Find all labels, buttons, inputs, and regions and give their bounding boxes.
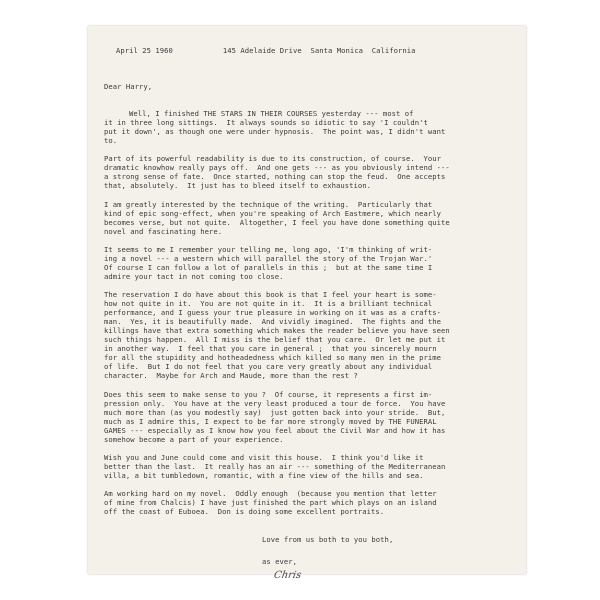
paragraph-line: performance, and I guess your true pleasure in working on it was as a crafts- — [104, 308, 442, 318]
paragraph-line: how not quite in it. You are not quite in it. It is a brilliant technical — [104, 299, 433, 309]
paragraph-line: Wish you and June could come and visit this house. I think you'd like it — [104, 452, 424, 462]
paragraph-2 — [104, 154, 450, 190]
paragraph-7 — [104, 453, 450, 480]
paragraph-line: much more than (as you modestly say) just gotten back into your stride. But, — [104, 407, 446, 417]
paragraph-line: Part of its powerful readability is due to its construction, of course. Your — [104, 154, 442, 164]
paragraph-line: that, absolutely. It just has to bleed itself to exhaustion. — [104, 181, 372, 191]
paragraph-line: put it down', as though one were under hypnosis. The point was, I didn't want — [104, 127, 446, 137]
paragraph-line: Am working hard on my novel. Oddly enough (because you mention that letter — [104, 489, 437, 499]
paragraph-line: novel and fascinating here. — [104, 226, 223, 236]
handwritten-signature: Chris — [273, 570, 303, 581]
paragraph-line: a strong sense of fate. Once started, nothing can stop the feud. One accepts — [104, 172, 446, 182]
paragraph-line: pression only. You have at the very least produced a tour de force. You have — [104, 398, 446, 408]
paragraph-line: becomes verse, but not quite. Altogether, I feel you have done something quite — [104, 217, 450, 227]
paragraph-line: Does this seem to make sense to you ? Of course, it represents a first im- — [104, 389, 433, 399]
paragraph-line: admire your tact in not coming too close. — [104, 271, 284, 281]
paragraph-line: dramatic knowhow really pays off. And one gets --- as you obviously intend --- — [104, 163, 450, 173]
paragraph-line: of life. But I do not feel that you care very greatly about any individual — [104, 362, 433, 372]
paragraph-line: It seems to me I remember your telling me, long ago, 'I'm thinking of writ- — [104, 244, 433, 254]
paragraph-line: in another way. I feel that you care in general ; that you sincerely mourn — [104, 344, 437, 354]
paragraph-6 — [104, 390, 450, 444]
paragraph-line: of mine from Chalcis) I have just finished the part which plays on an island — [104, 498, 437, 508]
paragraph-line: it in three long sittings. It always sounds so idiotic to say 'I couldn't — [104, 118, 428, 128]
paragraph-line: such things happen. All I miss is the belief that you care. Or let me put it — [104, 335, 446, 345]
paragraph-line: character. Maybe for Arch and Maude, more than the rest ? — [104, 371, 358, 381]
paragraph-line: Well, I finished THE STARS IN THEIR COURSES yesterday --- most of — [129, 109, 414, 119]
paragraph-3 — [104, 200, 450, 236]
paragraph-line: somehow become a part of your experience. — [104, 434, 284, 444]
paragraph-line: better than the last. It really has an air --- something of the Mediterranean — [104, 461, 446, 471]
paragraph-8 — [104, 489, 450, 516]
letter-header — [116, 46, 416, 55]
letter-address: 145 Adelaide Drive Santa Monica California — [222, 46, 416, 55]
paragraph-line: off the coast of Euboea. Don is doing some excellent portraits. — [104, 507, 385, 517]
closing-line: Love from us both to you both, — [262, 535, 394, 544]
paragraph-5 — [104, 290, 450, 380]
paragraph-line: I am greatly interested by the technique of the writing. Particularly that — [104, 199, 433, 209]
paragraph-line: kind of epic song-effect, when you're speaking of Arch Eastmere, which nearly — [104, 208, 442, 218]
paragraph-4 — [104, 245, 450, 281]
paragraph-line: The reservation I do have about this book is that I feel your heart is some- — [104, 289, 437, 299]
paragraph-1 — [104, 109, 450, 145]
valediction: as ever, — [262, 557, 298, 566]
paragraph-line: man. Yes, it is beautifully made. And vividly imagined. The fights and the — [104, 317, 442, 327]
paragraph-line: Of course I can follow a lot of parallels in this ; but at the same time I — [104, 262, 433, 272]
paragraph-line: to. — [104, 136, 118, 146]
paragraph-line: much as I admire this, I expect to be far more strongly moved by THE FUNERAL — [104, 416, 437, 426]
letter-date: April 25 1960 — [116, 46, 173, 55]
paragraph-line: GAMES --- especially as I know how you feel about the Civil War and how it has — [104, 425, 446, 435]
paragraph-line: for all the stupidity and hotheadedness which killed so many men in the prime — [104, 353, 442, 363]
paragraph-line: ing a novel --- a western which will parallel the story of the Trojan War.' — [104, 253, 433, 263]
paragraph-line: killings have that extra something which makes the reader believe you have seen — [104, 326, 450, 336]
letter-page — [88, 26, 526, 581]
salutation: Dear Harry, — [104, 82, 153, 91]
paragraph-line: villa, a bit tumbledown, romantic, with a fine view of the hills and sea. — [104, 470, 424, 480]
letter-body — [104, 100, 450, 525]
